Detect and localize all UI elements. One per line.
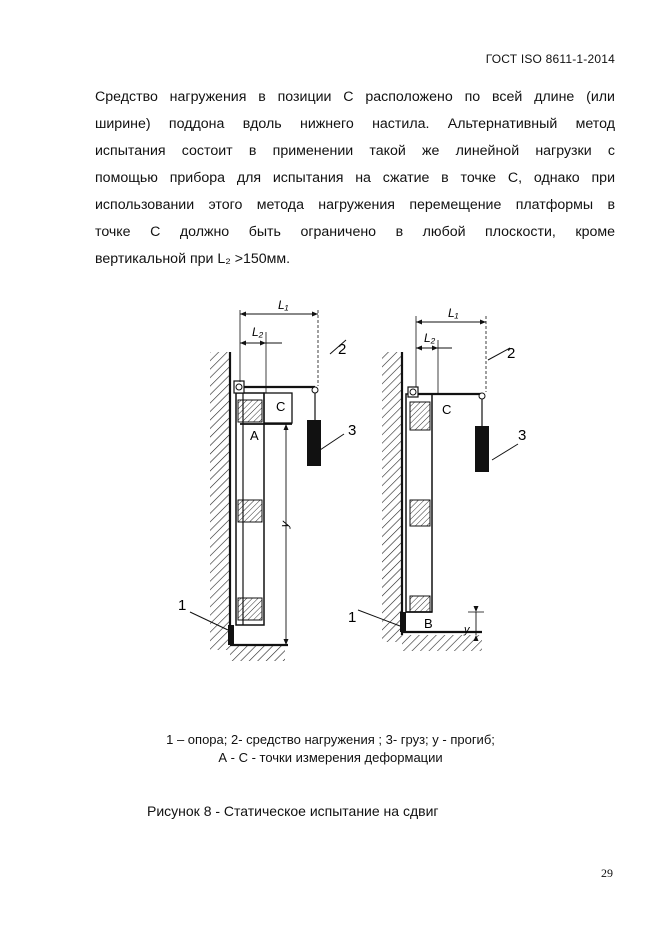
- paragraph-line: вертикальной при L₂ >150мм.: [95, 251, 291, 267]
- label-1-right: 1: [348, 609, 357, 626]
- paragraph-line: испытания состоит в применении такой же линейной нагрузки с: [95, 143, 615, 159]
- right-L1-label: L₁: [448, 306, 459, 320]
- right-block-bottom: [410, 596, 430, 612]
- left-A-label: А: [250, 428, 259, 443]
- left-C-label: С: [276, 399, 286, 414]
- paragraph-line: Средство нагружения в позиции С расположено по всей длине (или: [95, 89, 615, 105]
- right-assembly: [348, 306, 526, 651]
- right-L2-arrow: [416, 346, 422, 351]
- left-weight: [307, 420, 321, 466]
- right-weight: [475, 426, 489, 472]
- paragraph-line: помощью прибора для испытания на сжатие в точке С, однако при: [95, 170, 615, 186]
- left-y-label: y: [277, 520, 292, 529]
- figure-title: Рисунок 8 - Статическое испытание на сдвиг: [147, 803, 439, 819]
- left-block-middle: [238, 500, 262, 522]
- right-block-middle: [410, 500, 430, 526]
- left-wall-hatching: [210, 352, 230, 650]
- right-L2-arrow: [432, 346, 438, 351]
- paragraph-line: ширине) поддона вдоль нижнего настила. Альтернативный метод: [95, 116, 615, 132]
- figure-legend: 1 – опора; 2- средство нагружения ; 3- груз; у - прогиб;: [166, 732, 495, 747]
- left-support: [228, 625, 234, 645]
- left-L2-arrow: [260, 341, 266, 346]
- right-support: [400, 612, 406, 632]
- left-L2-arrow: [240, 341, 246, 346]
- left-block-bottom: [238, 598, 262, 620]
- figure-legend-points: А - С - точки измерения деформации: [218, 750, 443, 765]
- left-lever-end: [312, 387, 318, 393]
- label-1-left: 1: [178, 597, 187, 614]
- label-2-left: 2: [338, 341, 347, 358]
- right-floor-hatching: [402, 635, 482, 651]
- right-L1-arrow: [480, 320, 486, 325]
- left-L1-arrow: [240, 312, 246, 317]
- paragraph-line: точке С должно быть ограничено в любой плоскости, кроме: [95, 224, 615, 240]
- right-L1-arrow: [416, 320, 422, 325]
- right-L2-label: L₂: [424, 331, 436, 345]
- left-L2-label: L₂: [252, 325, 264, 339]
- right-block-top: [410, 402, 430, 430]
- right-y-arrow: [474, 606, 479, 612]
- right-lever-end: [479, 393, 485, 399]
- left-assembly: [178, 298, 356, 661]
- leader-3-right: [492, 444, 518, 460]
- left-block-top: [238, 400, 262, 422]
- left-floor-hatching: [230, 645, 285, 661]
- label-2-right: 2: [507, 345, 516, 362]
- page-number: 29: [601, 866, 613, 880]
- left-L1-label: L₁: [278, 298, 289, 312]
- shear-test-diagram: [170, 290, 530, 670]
- left-L1-arrow: [312, 312, 318, 317]
- paragraph-line: использовании этого метода нагружения перемещение платформы в: [95, 197, 615, 213]
- shear-test-figure: [170, 290, 530, 670]
- leader-3: [320, 434, 344, 450]
- label-3-left: 3: [348, 422, 357, 439]
- right-wall-hatching: [382, 352, 402, 642]
- right-B-label: В: [424, 616, 433, 631]
- body-paragraph: [95, 84, 615, 273]
- right-y-label: y: [464, 624, 470, 636]
- document-code: ГОСТ ISO 8611-1-2014: [485, 52, 615, 66]
- right-C-label: С: [442, 402, 452, 417]
- label-3-right: 3: [518, 427, 527, 444]
